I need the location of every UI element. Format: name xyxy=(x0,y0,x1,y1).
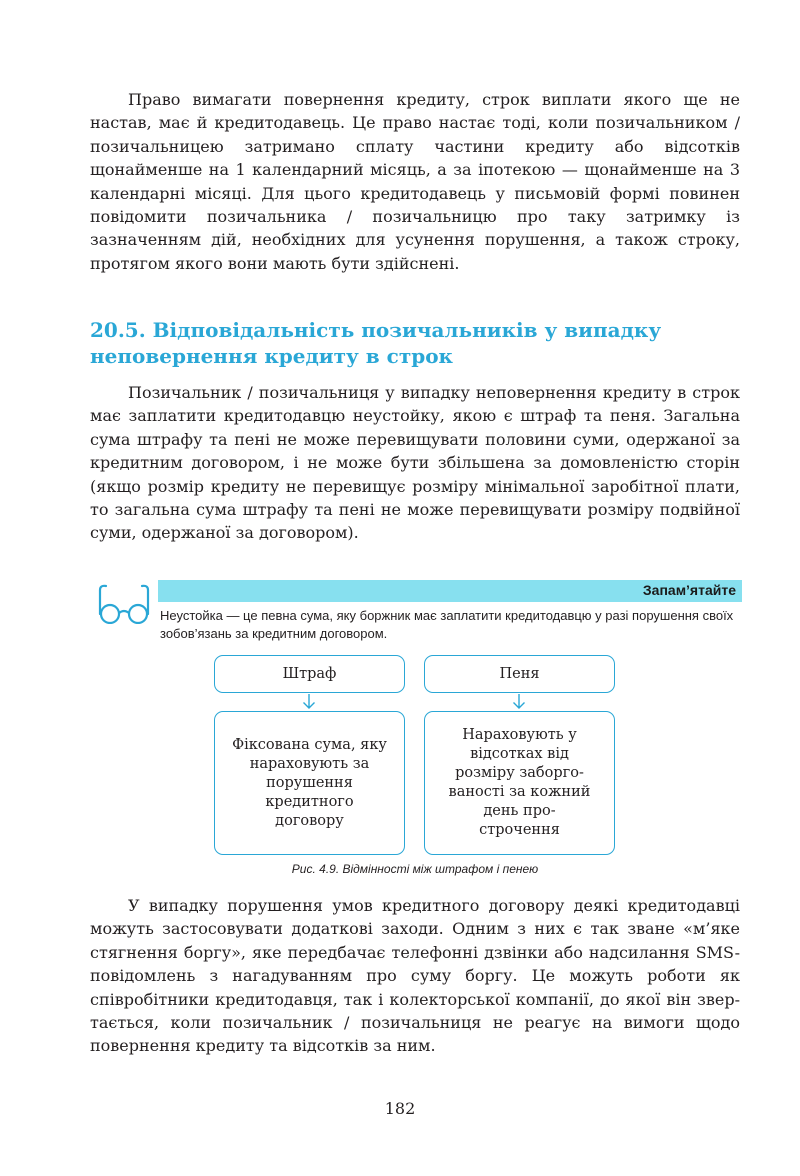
paragraph-1: Право вимагати повернення кредиту, строк виплати якого ще не настав, має й кредитодавець. Це право настає тоді, коли позичальником / позичальницею затримано сплату частини кредиту або відсотків щонайменше на 1 календарний місяць, а за іпотекою — щонайменше на 3 календарні місяці. Для цього кредитодавець у письмовій формі повинен повідомити позичальника / позичальницю про таку затримку із зазначенням дій, необхідних для усунення порушення, а також строку, протягом якого вони мають бути здійснені. xyxy=(90,90,740,273)
fine-description: Фіксована сума, яку нараховують за порушення кредитного договору xyxy=(232,736,387,829)
paragraph-2: Позичальник / позичальниця у випадку неповернення кредиту в строк має заплатити кредитодавцю неустойку, якою є штраф та пеня. Загальна сума штрафу та пені не може перевищувати половини суми, одержаної за кредитним договором, і не може бути збільшена за домовленістю сторін (якщо розмір кредиту не перевищує розміру мінімальної заробітної плати, то загальна сума штрафу та пені не може перевищувати розміру подвійної суми, одержаної за договором). xyxy=(90,383,740,543)
box-penalty-title xyxy=(424,655,615,693)
fine-title: Штраф xyxy=(282,665,337,682)
remember-label: Запам’ятайте xyxy=(642,582,736,598)
penalty-description: Нараховують у відсотках від розміру заборгованості за кожний день прострочення xyxy=(448,727,591,838)
arrow-down-icon xyxy=(512,694,526,710)
remember-bar xyxy=(158,580,742,602)
paragraph-3: У випадку порушення умов кредитного договору деякі кредитодавці можуть застосовувати додаткові заходи. Одним з них є так зване «м’яке стягнення боргу», яке передбачає телефонні дзвінки або надсилання SMS-повідомлень з нагадуванням про суму боргу. Це можуть роботи як співробітники кредитодавця, так і колекторської компанії, до якої він звертається, коли позичальник / позичальниця не реагує на вимоги щодо повернення кредиту та відсотків за ним. xyxy=(90,896,740,1056)
penalty-title: Пеня xyxy=(499,665,540,682)
glasses-icon xyxy=(96,584,152,624)
box-penalty-desc xyxy=(424,711,615,855)
paragraph-soft-collection xyxy=(90,894,740,1058)
paragraph-right-to-demand xyxy=(90,88,740,275)
box-fine-desc xyxy=(214,711,405,855)
section-heading: 20.5. Відповідальність позичальників у випадку неповернення кредиту в строк xyxy=(90,318,662,368)
figure-caption: Рис. 4.9. Відмінності між штрафом і пенею xyxy=(291,862,539,876)
paragraph-liability xyxy=(90,381,740,545)
arrow-down-icon xyxy=(302,694,316,710)
box-fine-title xyxy=(214,655,405,693)
page-number: 182 xyxy=(384,1099,416,1118)
remember-note: Неустойка — це певна сума, яку боржник має заплатити кредитодавцю у разі порушення своїх зобов’язань за кредитним договором. xyxy=(160,608,734,641)
